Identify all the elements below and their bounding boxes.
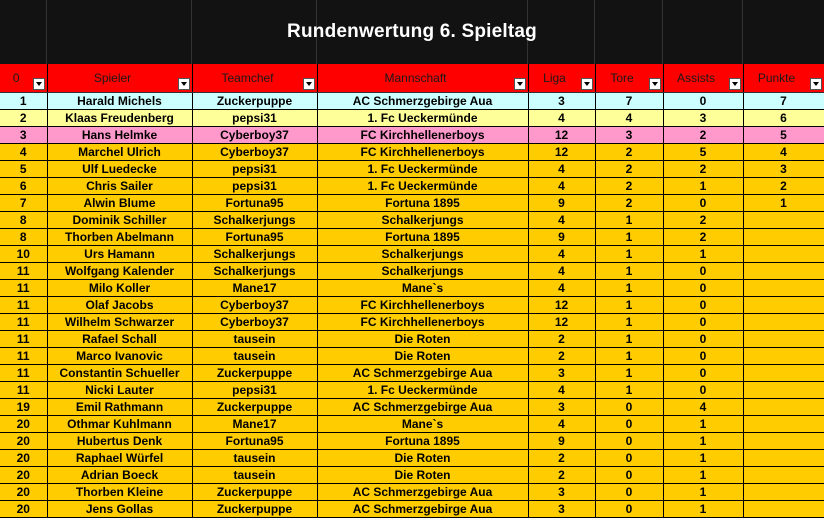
cell-rank[interactable]: 11 [0, 280, 47, 297]
table-row [0, 161, 824, 178]
cell-chef[interactable]: tausein [192, 467, 317, 484]
cell-punkte[interactable]: 5 [743, 127, 824, 144]
cell-liga[interactable]: 2 [528, 331, 595, 348]
header-label: Punkte [757, 71, 796, 85]
cell-punkte[interactable] [743, 416, 824, 433]
cell-team[interactable]: FC Kirchhellenerboys [317, 144, 528, 161]
cell-punkte[interactable] [743, 501, 824, 518]
cell-player[interactable]: Olaf Jacobs [47, 297, 192, 314]
cell-liga[interactable]: 3 [528, 365, 595, 382]
cell-punkte[interactable] [743, 433, 824, 450]
cell-chef[interactable]: Cyberboy37 [192, 314, 317, 331]
cell-rank[interactable]: 20 [0, 450, 47, 467]
cell-team[interactable]: Mane`s [317, 416, 528, 433]
cell-rank[interactable]: 8 [0, 229, 47, 246]
cell-player[interactable]: Thorben Abelmann [47, 229, 192, 246]
cell-rank[interactable]: 20 [0, 433, 47, 450]
cell-liga[interactable]: 3 [528, 501, 595, 518]
header-label: Tore [610, 71, 634, 85]
cell-punkte[interactable] [743, 246, 824, 263]
cell-assists[interactable]: 0 [663, 297, 743, 314]
cell-liga[interactable]: 4 [528, 212, 595, 229]
cell-rank[interactable]: 11 [0, 263, 47, 280]
cell-player[interactable]: Alwin Blume [47, 195, 192, 212]
cell-rank[interactable]: 7 [0, 195, 47, 212]
cell-player[interactable]: Raphael Würfel [47, 450, 192, 467]
table-row [0, 467, 824, 484]
cell-liga[interactable]: 12 [528, 127, 595, 144]
table-row [0, 93, 824, 110]
header-row [0, 64, 824, 93]
cell-assists[interactable]: 4 [663, 399, 743, 416]
cell-chef[interactable]: Schalkerjungs [192, 263, 317, 280]
title-bar [0, 0, 824, 64]
cell-tore[interactable]: 0 [595, 416, 663, 433]
cell-rank[interactable]: 6 [0, 178, 47, 195]
cell-assists[interactable]: 1 [663, 178, 743, 195]
table-row [0, 331, 824, 348]
cell-assists[interactable]: 0 [663, 382, 743, 399]
cell-tore[interactable]: 1 [595, 280, 663, 297]
table-row [0, 110, 824, 127]
cell-punkte[interactable] [743, 297, 824, 314]
cell-chef[interactable]: Fortuna95 [192, 229, 317, 246]
cell-liga[interactable]: 12 [528, 297, 595, 314]
cell-assists[interactable]: 0 [663, 348, 743, 365]
cell-player[interactable]: Marco Ivanovic [47, 348, 192, 365]
cell-team[interactable]: AC Schmerzgebirge Aua [317, 484, 528, 501]
cell-punkte[interactable] [743, 263, 824, 280]
cell-player[interactable]: Hubertus Denk [47, 433, 192, 450]
header-liga[interactable] [528, 64, 595, 93]
cell-punkte[interactable] [743, 314, 824, 331]
cell-liga[interactable]: 9 [528, 433, 595, 450]
cell-chef[interactable]: Zuckerpuppe [192, 365, 317, 382]
cell-team[interactable]: FC Kirchhellenerboys [317, 314, 528, 331]
cell-punkte[interactable]: 4 [743, 144, 824, 161]
cell-chef[interactable]: pepsi31 [192, 382, 317, 399]
cell-tore[interactable]: 2 [595, 161, 663, 178]
cell-liga[interactable]: 9 [528, 195, 595, 212]
table-row [0, 365, 824, 382]
cell-tore[interactable]: 1 [595, 263, 663, 280]
cell-assists[interactable]: 1 [663, 501, 743, 518]
cell-rank[interactable]: 20 [0, 484, 47, 501]
cell-rank[interactable]: 3 [0, 127, 47, 144]
table-row [0, 382, 824, 399]
cell-player[interactable]: Harald Michels [47, 93, 192, 110]
header-label: Spieler [93, 71, 132, 85]
cell-team[interactable]: AC Schmerzgebirge Aua [317, 399, 528, 416]
table-row [0, 484, 824, 501]
cell-punkte[interactable] [743, 450, 824, 467]
cell-assists[interactable]: 0 [663, 280, 743, 297]
table-row [0, 229, 824, 246]
cell-team[interactable]: 1. Fc Ueckermünde [317, 382, 528, 399]
cell-chef[interactable]: Schalkerjungs [192, 212, 317, 229]
cell-punkte[interactable] [743, 467, 824, 484]
table-row [0, 399, 824, 416]
cell-assists[interactable]: 2 [663, 229, 743, 246]
cell-chef[interactable]: tausein [192, 450, 317, 467]
table-row [0, 144, 824, 161]
table-row [0, 195, 824, 212]
cell-tore[interactable]: 1 [595, 365, 663, 382]
cell-rank[interactable]: 11 [0, 365, 47, 382]
cell-chef[interactable]: Fortuna95 [192, 433, 317, 450]
cell-tore[interactable]: 1 [595, 246, 663, 263]
cell-team[interactable]: Die Roten [317, 450, 528, 467]
cell-liga[interactable]: 3 [528, 93, 595, 110]
cell-player[interactable]: Nicki Lauter [47, 382, 192, 399]
cell-assists[interactable]: 1 [663, 450, 743, 467]
cell-player[interactable]: Urs Hamann [47, 246, 192, 263]
cell-liga[interactable]: 4 [528, 161, 595, 178]
cell-team[interactable]: Fortuna 1895 [317, 229, 528, 246]
table-row [0, 297, 824, 314]
cell-rank[interactable]: 11 [0, 314, 47, 331]
header-rank[interactable] [0, 64, 47, 93]
cell-tore[interactable]: 0 [595, 467, 663, 484]
cell-assists[interactable]: 2 [663, 161, 743, 178]
cell-team[interactable]: FC Kirchhellenerboys [317, 297, 528, 314]
cell-chef[interactable]: Zuckerpuppe [192, 399, 317, 416]
table-row [0, 127, 824, 144]
cell-chef[interactable]: Zuckerpuppe [192, 484, 317, 501]
cell-player[interactable]: Chris Sailer [47, 178, 192, 195]
cell-liga[interactable]: 2 [528, 348, 595, 365]
header-tore[interactable] [595, 64, 663, 93]
filter-dropdown-icon[interactable] [514, 78, 526, 90]
cell-assists[interactable]: 2 [663, 127, 743, 144]
cell-player[interactable]: Constantin Schueller [47, 365, 192, 382]
cell-player[interactable]: Marchel Ulrich [47, 144, 192, 161]
standings-table [0, 64, 824, 518]
cell-rank[interactable]: 8 [0, 212, 47, 229]
cell-chef[interactable]: pepsi31 [192, 178, 317, 195]
cell-liga[interactable]: 4 [528, 280, 595, 297]
cell-assists[interactable]: 2 [663, 212, 743, 229]
cell-team[interactable]: AC Schmerzgebirge Aua [317, 365, 528, 382]
cell-punkte[interactable]: 2 [743, 178, 824, 195]
cell-team[interactable]: Fortuna 1895 [317, 433, 528, 450]
filter-dropdown-icon[interactable] [178, 78, 190, 90]
cell-assists[interactable]: 1 [663, 467, 743, 484]
cell-punkte[interactable]: 6 [743, 110, 824, 127]
cell-rank[interactable]: 19 [0, 399, 47, 416]
cell-tore[interactable]: 0 [595, 433, 663, 450]
header-label: Liga [543, 71, 566, 85]
cell-liga[interactable]: 4 [528, 263, 595, 280]
cell-rank[interactable]: 2 [0, 110, 47, 127]
cell-rank[interactable]: 5 [0, 161, 47, 178]
cell-liga[interactable]: 4 [528, 382, 595, 399]
cell-team[interactable]: Die Roten [317, 467, 528, 484]
cell-punkte[interactable]: 3 [743, 161, 824, 178]
cell-player[interactable]: Klaas Freudenberg [47, 110, 192, 127]
cell-rank[interactable]: 20 [0, 416, 47, 433]
cell-tore[interactable]: 1 [595, 348, 663, 365]
cell-tore[interactable]: 1 [595, 212, 663, 229]
header-label: Mannschaft [384, 71, 447, 85]
header-label: 0 [12, 71, 20, 85]
cell-tore[interactable]: 2 [595, 195, 663, 212]
table-row [0, 416, 824, 433]
cell-rank[interactable]: 1 [0, 93, 47, 110]
cell-assists[interactable]: 1 [663, 484, 743, 501]
cell-liga[interactable]: 12 [528, 144, 595, 161]
cell-player[interactable]: Emil Rathmann [47, 399, 192, 416]
cell-liga[interactable]: 2 [528, 467, 595, 484]
header-player[interactable] [47, 64, 192, 93]
table-row [0, 263, 824, 280]
cell-player[interactable]: Wilhelm Schwarzer [47, 314, 192, 331]
cell-assists[interactable]: 0 [663, 263, 743, 280]
cell-liga[interactable]: 4 [528, 178, 595, 195]
cell-chef[interactable]: Schalkerjungs [192, 246, 317, 263]
cell-rank[interactable]: 11 [0, 331, 47, 348]
header-teamchef[interactable] [192, 64, 317, 93]
filter-dropdown-icon[interactable] [729, 78, 741, 90]
header-punkte[interactable] [743, 64, 824, 93]
cell-rank[interactable]: 20 [0, 501, 47, 518]
cell-chef[interactable]: Cyberboy37 [192, 297, 317, 314]
cell-punkte[interactable]: 1 [743, 195, 824, 212]
cell-punkte[interactable] [743, 212, 824, 229]
header-label: Assists [676, 71, 715, 85]
cell-liga[interactable]: 3 [528, 399, 595, 416]
cell-player[interactable]: Thorben Kleine [47, 484, 192, 501]
cell-player[interactable]: Othmar Kuhlmann [47, 416, 192, 433]
header-assists[interactable] [663, 64, 743, 93]
cell-team[interactable]: Die Roten [317, 348, 528, 365]
cell-tore[interactable]: 1 [595, 331, 663, 348]
cell-chef[interactable]: pepsi31 [192, 161, 317, 178]
cell-assists[interactable]: 3 [663, 110, 743, 127]
cell-liga[interactable]: 12 [528, 314, 595, 331]
cell-rank[interactable]: 11 [0, 348, 47, 365]
cell-punkte[interactable] [743, 348, 824, 365]
table-row [0, 433, 824, 450]
cell-player[interactable]: Dominik Schiller [47, 212, 192, 229]
cell-team[interactable]: Fortuna 1895 [317, 195, 528, 212]
cell-rank[interactable]: 10 [0, 246, 47, 263]
cell-liga[interactable]: 3 [528, 484, 595, 501]
cell-punkte[interactable] [743, 382, 824, 399]
cell-liga[interactable]: 4 [528, 416, 595, 433]
filter-dropdown-icon[interactable] [33, 78, 45, 90]
filter-dropdown-icon[interactable] [303, 78, 315, 90]
cell-assists[interactable]: 0 [663, 314, 743, 331]
cell-player[interactable]: Adrian Boeck [47, 467, 192, 484]
cell-liga[interactable]: 2 [528, 450, 595, 467]
cell-team[interactable]: AC Schmerzgebirge Aua [317, 93, 528, 110]
cell-team[interactable]: 1. Fc Ueckermünde [317, 110, 528, 127]
cell-team[interactable]: Mane`s [317, 280, 528, 297]
table-row [0, 314, 824, 331]
cell-tore[interactable]: 1 [595, 314, 663, 331]
cell-team[interactable]: Schalkerjungs [317, 212, 528, 229]
cell-rank[interactable]: 11 [0, 297, 47, 314]
table-row [0, 348, 824, 365]
cell-rank[interactable]: 4 [0, 144, 47, 161]
cell-tore[interactable]: 0 [595, 501, 663, 518]
table-row [0, 212, 824, 229]
cell-assists[interactable]: 1 [663, 433, 743, 450]
cell-rank[interactable]: 11 [0, 382, 47, 399]
cell-punkte[interactable]: 7 [743, 93, 824, 110]
cell-chef[interactable]: Zuckerpuppe [192, 93, 317, 110]
cell-team[interactable]: 1. Fc Ueckermünde [317, 178, 528, 195]
filter-dropdown-icon[interactable] [649, 78, 661, 90]
cell-team[interactable]: Die Roten [317, 331, 528, 348]
table-row [0, 280, 824, 297]
cell-chef[interactable]: Zuckerpuppe [192, 501, 317, 518]
cell-player[interactable]: Wolfgang Kalender [47, 263, 192, 280]
cell-player[interactable]: Rafael Schall [47, 331, 192, 348]
cell-team[interactable]: AC Schmerzgebirge Aua [317, 501, 528, 518]
cell-assists[interactable]: 5 [663, 144, 743, 161]
cell-player[interactable]: Milo Koller [47, 280, 192, 297]
cell-liga[interactable]: 4 [528, 246, 595, 263]
cell-assists[interactable]: 0 [663, 93, 743, 110]
cell-chef[interactable]: tausein [192, 348, 317, 365]
header-label: Teamchef [221, 71, 274, 85]
cell-punkte[interactable] [743, 280, 824, 297]
cell-chef[interactable]: Fortuna95 [192, 195, 317, 212]
table-row [0, 450, 824, 467]
cell-team[interactable]: FC Kirchhellenerboys [317, 127, 528, 144]
header-team[interactable] [317, 64, 528, 93]
cell-tore[interactable]: 1 [595, 229, 663, 246]
cell-punkte[interactable] [743, 399, 824, 416]
cell-chef[interactable]: Mane17 [192, 280, 317, 297]
table-row [0, 501, 824, 518]
cell-tore[interactable]: 0 [595, 450, 663, 467]
cell-tore[interactable]: 4 [595, 110, 663, 127]
cell-punkte[interactable] [743, 331, 824, 348]
cell-punkte[interactable] [743, 365, 824, 382]
cell-player[interactable]: Hans Helmke [47, 127, 192, 144]
cell-chef[interactable]: tausein [192, 331, 317, 348]
table-row [0, 246, 824, 263]
table-row [0, 178, 824, 195]
cell-assists[interactable]: 0 [663, 365, 743, 382]
cell-team[interactable]: Schalkerjungs [317, 246, 528, 263]
cell-chef[interactable]: pepsi31 [192, 110, 317, 127]
cell-liga[interactable]: 4 [528, 110, 595, 127]
cell-player[interactable]: Ulf Luedecke [47, 161, 192, 178]
cell-assists[interactable]: 1 [663, 416, 743, 433]
filter-dropdown-icon[interactable] [581, 78, 593, 90]
cell-assists[interactable]: 1 [663, 246, 743, 263]
cell-team[interactable]: Schalkerjungs [317, 263, 528, 280]
cell-player[interactable]: Jens Gollas [47, 501, 192, 518]
cell-tore[interactable]: 2 [595, 144, 663, 161]
cell-punkte[interactable] [743, 229, 824, 246]
cell-chef[interactable]: Mane17 [192, 416, 317, 433]
cell-tore[interactable]: 0 [595, 484, 663, 501]
cell-tore[interactable]: 7 [595, 93, 663, 110]
cell-tore[interactable]: 1 [595, 297, 663, 314]
cell-assists[interactable]: 0 [663, 331, 743, 348]
cell-tore[interactable]: 0 [595, 399, 663, 416]
cell-tore[interactable]: 3 [595, 127, 663, 144]
cell-liga[interactable]: 9 [528, 229, 595, 246]
cell-team[interactable]: 1. Fc Ueckermünde [317, 161, 528, 178]
cell-tore[interactable]: 1 [595, 382, 663, 399]
cell-chef[interactable]: Cyberboy37 [192, 127, 317, 144]
cell-punkte[interactable] [743, 484, 824, 501]
cell-tore[interactable]: 2 [595, 178, 663, 195]
cell-assists[interactable]: 0 [663, 195, 743, 212]
filter-dropdown-icon[interactable] [810, 78, 822, 90]
page-title: Rundenwertung 6. Spieltag [287, 21, 537, 42]
cell-chef[interactable]: Cyberboy37 [192, 144, 317, 161]
cell-rank[interactable]: 20 [0, 467, 47, 484]
